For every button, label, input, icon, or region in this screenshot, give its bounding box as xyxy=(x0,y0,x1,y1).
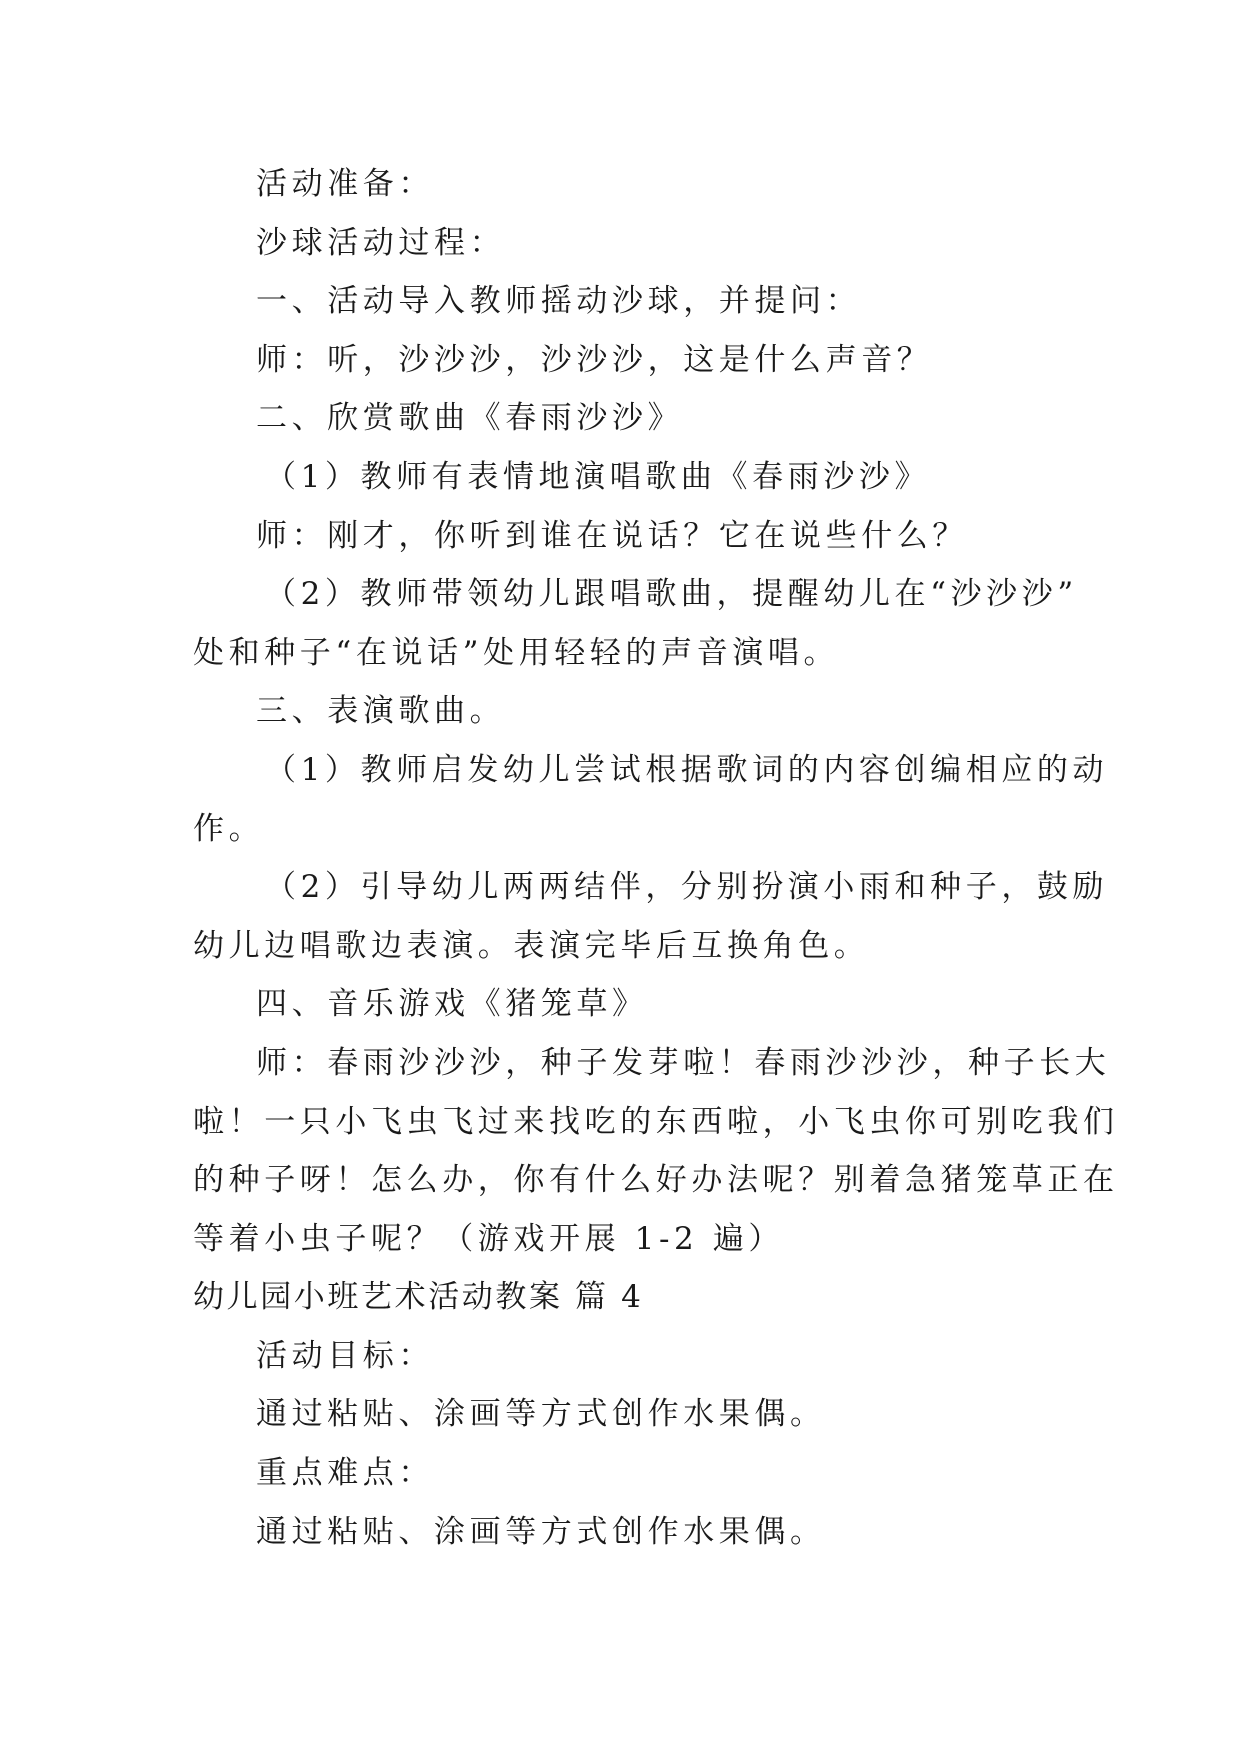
text-line: 通过粘贴、涂画等方式创作水果偶。 xyxy=(256,1396,826,1433)
text-line: 啦！一只小飞虫飞过来找吃的东西啦，小飞虫你可别吃我们 xyxy=(193,1103,1119,1140)
text-line: 活动目标： xyxy=(256,1337,434,1374)
text-line: 通过粘贴、涂画等方式创作水果偶。 xyxy=(256,1513,826,1550)
text-line: 四、音乐游戏《猪笼草》 xyxy=(256,986,648,1023)
text-line: 重点难点： xyxy=(256,1455,434,1492)
text-line: （2）教师带领幼儿跟唱歌曲，提醒幼儿在“沙沙沙” xyxy=(265,576,1078,613)
document-body xyxy=(193,155,1119,1561)
section-heading: 幼儿园小班艺术活动教案 篇 4 xyxy=(193,1279,644,1316)
text-line: 活动准备： xyxy=(256,166,434,202)
text-line: 作。 xyxy=(193,810,265,847)
text-line: 三、表演歌曲。 xyxy=(256,693,506,730)
text-line: 二、欣赏歌曲《春雨沙沙》 xyxy=(256,400,684,437)
text-line: （1）教师有表情地演唱歌曲《春雨沙沙》 xyxy=(265,458,931,495)
text-line: 的种子呀！怎么办，你有什么好办法呢？别着急猪笼草正在 xyxy=(193,1162,1119,1199)
text-line: 师：刚才，你听到谁在说话？它在说些什么？ xyxy=(256,517,968,554)
text-line: 沙球活动过程： xyxy=(256,224,506,261)
text-line: 幼儿边唱歌边表演。表演完毕后互换角色。 xyxy=(193,927,870,964)
text-line: 处和种子“在说话”处用轻轻的声音演唱。 xyxy=(193,634,840,671)
text-line: 师：春雨沙沙沙，种子发芽啦！春雨沙沙沙，种子长大 xyxy=(256,1044,1111,1081)
text-line: 等着小虫子呢？（游戏开展 1-2 遍） xyxy=(193,1220,785,1257)
text-line: 师：听，沙沙沙，沙沙沙，这是什么声音？ xyxy=(256,341,933,378)
text-line: 一、活动导入教师摇动沙球，并提问： xyxy=(256,283,862,320)
text-line: （1）教师启发幼儿尝试根据歌词的内容创编相应的动 xyxy=(265,751,1109,788)
text-line: （2）引导幼儿两两结伴，分别扮演小雨和种子，鼓励 xyxy=(265,869,1109,906)
